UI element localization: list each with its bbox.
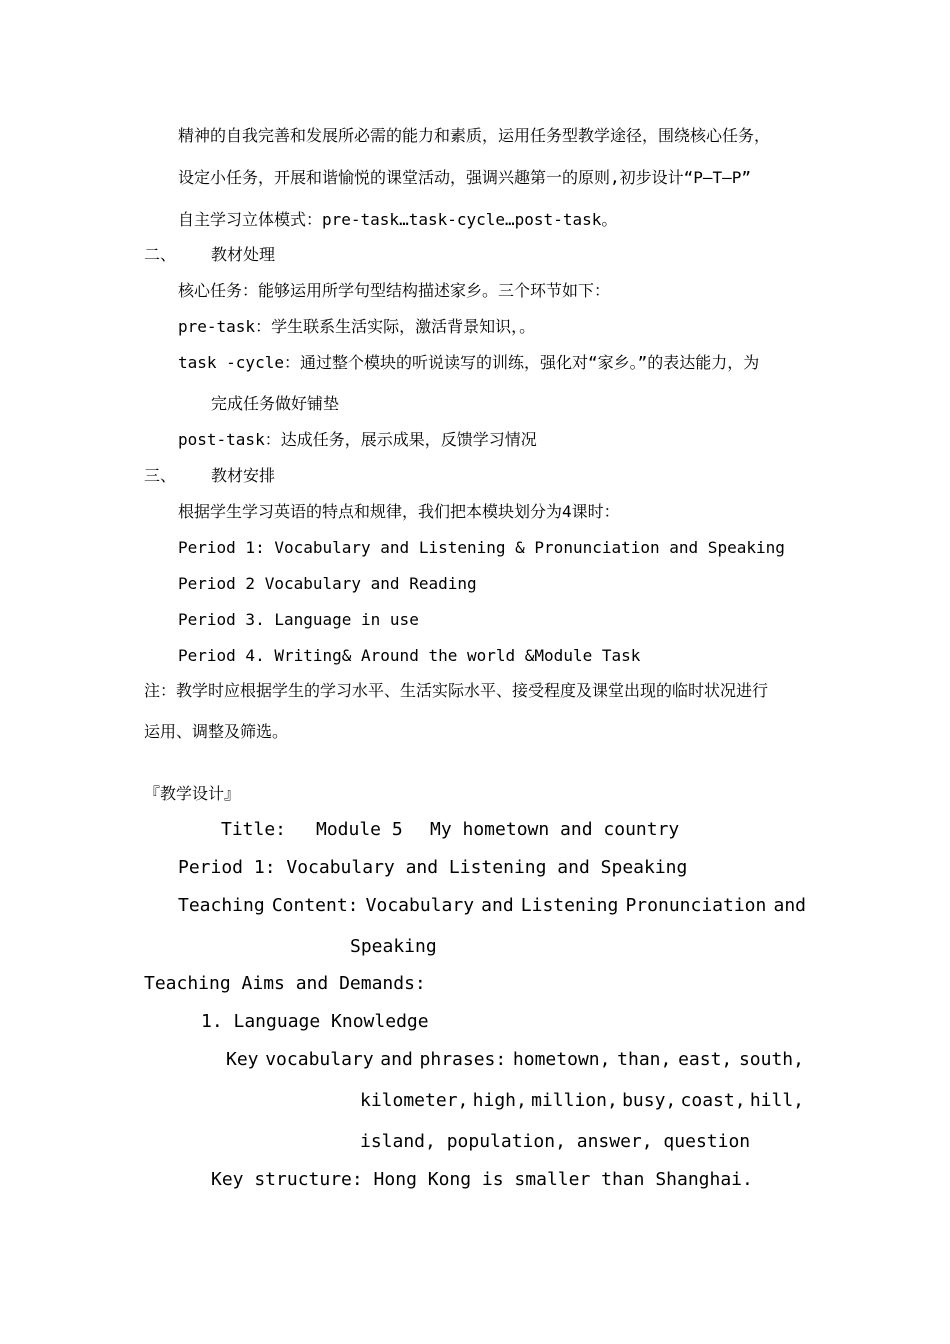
vocab-word: east, [678,1049,733,1070]
period-4: Period 4. Writing& Around the world &Module Task [178,646,641,665]
teaching-content-continued: Speaking [350,936,437,957]
section-2-title: 教材处理 [211,245,276,264]
language-knowledge: 1. Language Knowledge [201,1011,429,1032]
note-line-1: 注：教学时应根据学生的学习水平、生活实际水平、接受程度及课堂出现的临时状况进行 [144,681,769,700]
vocab-word: Key [226,1049,259,1070]
key-vocabulary-line-2 [360,1090,804,1112]
key-structure: Key structure: Hong Kong is smaller than Shanghai. [211,1169,753,1190]
teaching-aims: Teaching Aims and Demands: [144,973,426,994]
teaching-content [178,895,806,917]
section-2-number: 二、 [144,245,177,264]
vocab-word: kilometer, [360,1090,469,1111]
vocab-word: coast, [680,1090,746,1111]
key-vocabulary-line-3: island, population, answer, question [360,1131,751,1152]
teaching-content-word: Teaching [178,895,265,916]
intro-line-2: 设定小任务，开展和谐愉悦的课堂活动，强调兴趣第一的原则,初步设计“P—T—P” [178,168,752,187]
title-label: Title: [221,819,287,840]
vocab-word: and [380,1049,413,1070]
teaching-content-word: and [773,895,806,916]
pre-task: pre-task：学生联系生活实际，激活背景知识，。 [178,317,536,336]
intro-line-3: 自主学习立体模式：pre-task…task-cycle…post-task。 [178,210,618,229]
task-cycle: task -cycle：通过整个模块的听说读写的训练，强化对“家乡。”的表达能力，为 [178,353,760,372]
teaching-content-word: Content: [271,895,359,916]
vocab-word: hill, [749,1090,804,1111]
vocab-word: phrases: [419,1049,507,1070]
section-3-number: 三、 [144,466,177,485]
module-number: Module 5 [316,819,403,840]
key-vocabulary [226,1049,804,1071]
period-3: Period 3. Language in use [178,610,419,629]
arrangement-intro: 根据学生学习英语的特点和规律，我们把本模块划分为4课时： [178,502,620,521]
period-2: Period 2 Vocabulary and Reading [178,574,477,593]
period-1: Period 1: Vocabulary and Listening & Pronunciation and Speaking [178,538,785,557]
teaching-content-word: Listening [520,895,619,916]
vocab-word: million, [531,1090,618,1111]
vocab-word: high, [472,1090,527,1111]
teaching-content-word: and [481,895,514,916]
post-task: post-task：达成任务，展示成果，反馈学习情况 [178,430,537,449]
section-3-title: 教材安排 [211,466,276,485]
period-heading: Period 1: Vocabulary and Listening and Speaking [178,857,688,878]
core-task: 核心任务：能够运用所学句型结构描述家乡。三个环节如下： [178,281,611,300]
vocab-word: hometown, [512,1049,611,1070]
teaching-content-word: Vocabulary [365,895,475,916]
intro-line-1: 精神的自我完善和发展所必需的能力和素质，运用任务型教学途径，围绕核心任务， [178,126,771,145]
design-heading: 『教学设计』 [144,784,241,803]
vocab-word: than, [617,1049,672,1070]
vocab-word: busy, [622,1090,677,1111]
note-line-2: 运用、调整及筛选。 [144,722,289,741]
task-cycle-continued: 完成任务做好铺垫 [211,394,340,413]
module-title: My hometown and country [430,819,680,840]
teaching-content-word: Pronunciation [625,895,767,916]
vocab-word: south, [738,1049,804,1070]
vocab-word: vocabulary [265,1049,374,1070]
